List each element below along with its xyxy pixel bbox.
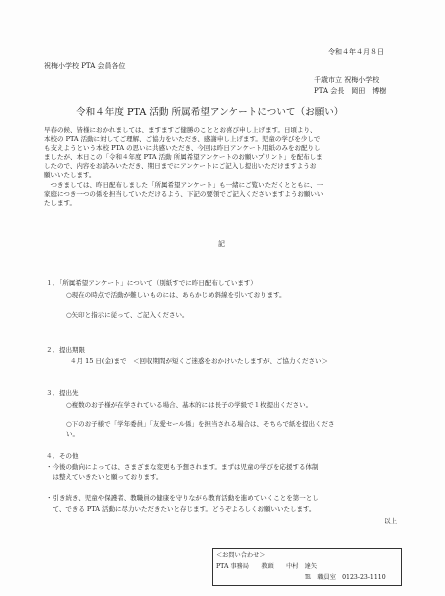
intro-line: したので、内容をお読みいただき、期日までにアンケートにご記入し提出いただけますようお (44, 162, 317, 171)
addressee: 祝梅小学校 PTA 会員各位 (44, 62, 126, 70)
section-1-item: ○矢印と指示に従って、ご記入ください。 (66, 311, 189, 319)
intro-line: も支えようという本校 PTA の思いに共感いただき、今回は昨日アンケート用紙のみをお配りし (44, 144, 321, 153)
section-4-item: て、できる PTA 活動に尽力いただきたいと存じます。どうぞよろしくお願いいたします。 (46, 505, 316, 513)
sender-school: 千歳市立 祝梅小学校 (314, 76, 380, 84)
section-4-heading: ４．その他 (46, 452, 79, 460)
contact-phone: ℡ 職員室 0123-23-1110 (305, 574, 386, 581)
closing-text: 以上 (384, 517, 397, 525)
document-title: 令和４年度 PTA 活動 所属希望アンケートについて（お願い） (76, 107, 344, 118)
intro-paragraph (44, 126, 323, 208)
section-4-item: ・今後の動向によっては、さまざまな変更も予想されます。まずは児童の学びを応援する体制 (46, 463, 319, 471)
section-4-item: は整えていきたいと願っております。 (46, 473, 163, 481)
contact-label: ＜お問い合わせ＞ (216, 552, 266, 559)
ki-heading: 記 (218, 240, 225, 248)
section-3-item: ○下のお子様で「学年委員」「友愛セール係」を担当される場合は、そちらで紙を提出くださ (66, 420, 335, 428)
document-date: 令和４年４月８日 (328, 48, 384, 56)
intro-line: 本校の PTA 活動に対してご理解、ご協力をいただき、感謝申し上げます。児童の学びを少しで (44, 135, 321, 144)
sender-name: PTA 会長 岡田 博樹 (314, 87, 387, 95)
intro-line: ましたが、本日この「令和４年度 PTA 活動 所属希望アンケートのお願いプリント」を配布しま (44, 153, 323, 162)
section-3-heading: ３．提出先 (46, 389, 79, 397)
intro-line: 早春の候、皆様におかれましては、ますますご健勝のこととお喜び申し上げます。日頃より、 (44, 126, 317, 134)
contact-office: PTA 事務局 教頭 中村 達矢 (216, 563, 318, 570)
intro-line: つきましては、昨日配布しました「所属希望アンケート」も一緒にご覧いただくとともに、一 (44, 180, 324, 189)
section-2-item: ４月 15 日(金)まで ＜回収期間が短くご迷惑をおかけいたしますが、ご協力ください＞ (70, 357, 328, 365)
section-3-item: ○複数のお子様が在学されている場合、基本的には長子の学級で１枚提出ください。 (66, 401, 313, 409)
intro-line: たします。 (44, 198, 76, 207)
section-4-item: ・引き続き、児童や保護者、教職員の健康を守りながら教育活動を進めていくことを第一とし (46, 494, 319, 502)
section-3-item: い。 (66, 430, 79, 438)
section-1-heading: １．「所属希望アンケート」について（別紙すでに昨日配布しています） (46, 279, 257, 287)
contact-box (212, 548, 402, 586)
section-2-heading: ２．提出期限 (46, 346, 85, 354)
section-1-item: ○現在の時点で活動が難しいものには、あらかじめ斜線を引いております。 (66, 291, 286, 299)
intro-line: 家庭につき一つの係を担当していただけるよう、下記の要領でご記入くださいますようお願いい (44, 189, 324, 198)
intro-line: 願いいたします。 (44, 171, 96, 180)
